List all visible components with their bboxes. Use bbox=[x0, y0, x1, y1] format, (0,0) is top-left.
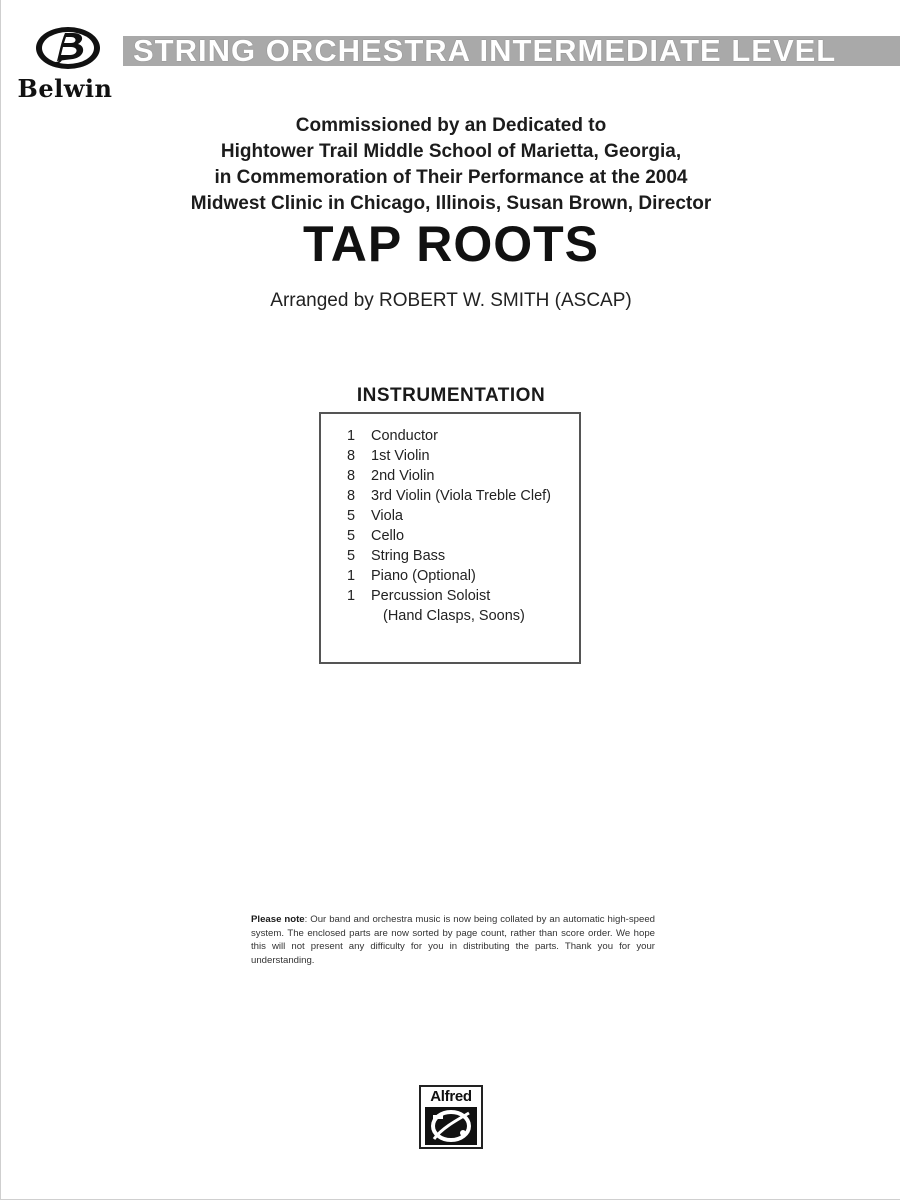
instrument-name: Conductor bbox=[371, 428, 438, 444]
instrument-quantity: 5 bbox=[347, 528, 356, 544]
belwin-b-icon bbox=[33, 24, 103, 72]
instrument-row bbox=[321, 426, 579, 446]
instrument-quantity: 8 bbox=[347, 448, 356, 464]
instrument-row bbox=[321, 546, 579, 566]
instrument-name: Cello bbox=[371, 528, 405, 544]
instrument-name: 3rd Violin (Viola Treble Clef) bbox=[371, 488, 551, 504]
note-text: : Our band and orchestra music is now being collated by an automatic high-speed system. The enclosed parts are now sorted by page count, rather than score order. We hope this will not present any difficulty for you in distributing the parts. Thank you for your understanding. bbox=[251, 914, 656, 966]
instrument-quantity: 1 bbox=[347, 588, 356, 604]
instrumentation-box bbox=[319, 412, 581, 664]
belwin-logo bbox=[9, 24, 121, 102]
note-label: Please note bbox=[251, 914, 305, 925]
instrumentation-list bbox=[321, 426, 579, 626]
instrument-row bbox=[321, 586, 579, 606]
alfred-logo bbox=[419, 1085, 483, 1149]
instrument-row bbox=[321, 466, 579, 486]
instrument-name: 2nd Violin bbox=[371, 468, 435, 484]
instrument-row bbox=[321, 446, 579, 466]
instrument-name: String Bass bbox=[371, 548, 446, 564]
arranger-credit: Arranged by ROBERT W. SMITH (ASCAP) bbox=[270, 290, 632, 311]
instrument-name: Piano (Optional) bbox=[371, 568, 476, 584]
instrument-name: 1st Violin bbox=[371, 448, 430, 464]
commission-line: Hightower Trail Middle School of Marietta, Georgia, bbox=[220, 141, 682, 162]
instrument-name: Viola bbox=[371, 508, 403, 524]
piece-title: TAP ROOTS bbox=[302, 216, 600, 272]
belwin-wordmark: Belwin bbox=[17, 74, 113, 103]
instrument-row bbox=[321, 566, 579, 586]
instrument-quantity: 8 bbox=[347, 468, 356, 484]
commission-block bbox=[1, 113, 900, 217]
commission-line: Midwest Clinic in Chicago, Illinois, Susan Brown, Director bbox=[190, 193, 712, 214]
alfred-logo-icon bbox=[425, 1107, 477, 1145]
commission-line: Commissioned by an Dedicated to bbox=[295, 115, 607, 136]
instrument-name: Percussion Soloist bbox=[371, 588, 491, 604]
instrument-row bbox=[321, 506, 579, 526]
percussion-detail: (Hand Clasps, Soons) bbox=[383, 608, 525, 624]
instrument-quantity: 5 bbox=[347, 508, 356, 524]
instrument-row-detail bbox=[321, 606, 579, 626]
collation-note bbox=[251, 913, 655, 967]
instrument-quantity: 8 bbox=[347, 488, 356, 504]
instrument-quantity: 5 bbox=[347, 548, 356, 564]
alfred-wordmark: Alfred bbox=[430, 1088, 472, 1105]
level-banner-text: STRING ORCHESTRA INTERMEDIATE LEVEL bbox=[133, 33, 837, 68]
level-banner bbox=[123, 33, 900, 68]
commission-line: in Commemoration of Their Performance at the 2004 bbox=[214, 167, 688, 188]
instrument-row bbox=[321, 526, 579, 546]
instrument-quantity: 1 bbox=[347, 568, 356, 584]
instrumentation-heading: INSTRUMENTATION bbox=[356, 385, 546, 406]
instrument-quantity: 1 bbox=[347, 428, 356, 444]
instrument-row bbox=[321, 486, 579, 506]
